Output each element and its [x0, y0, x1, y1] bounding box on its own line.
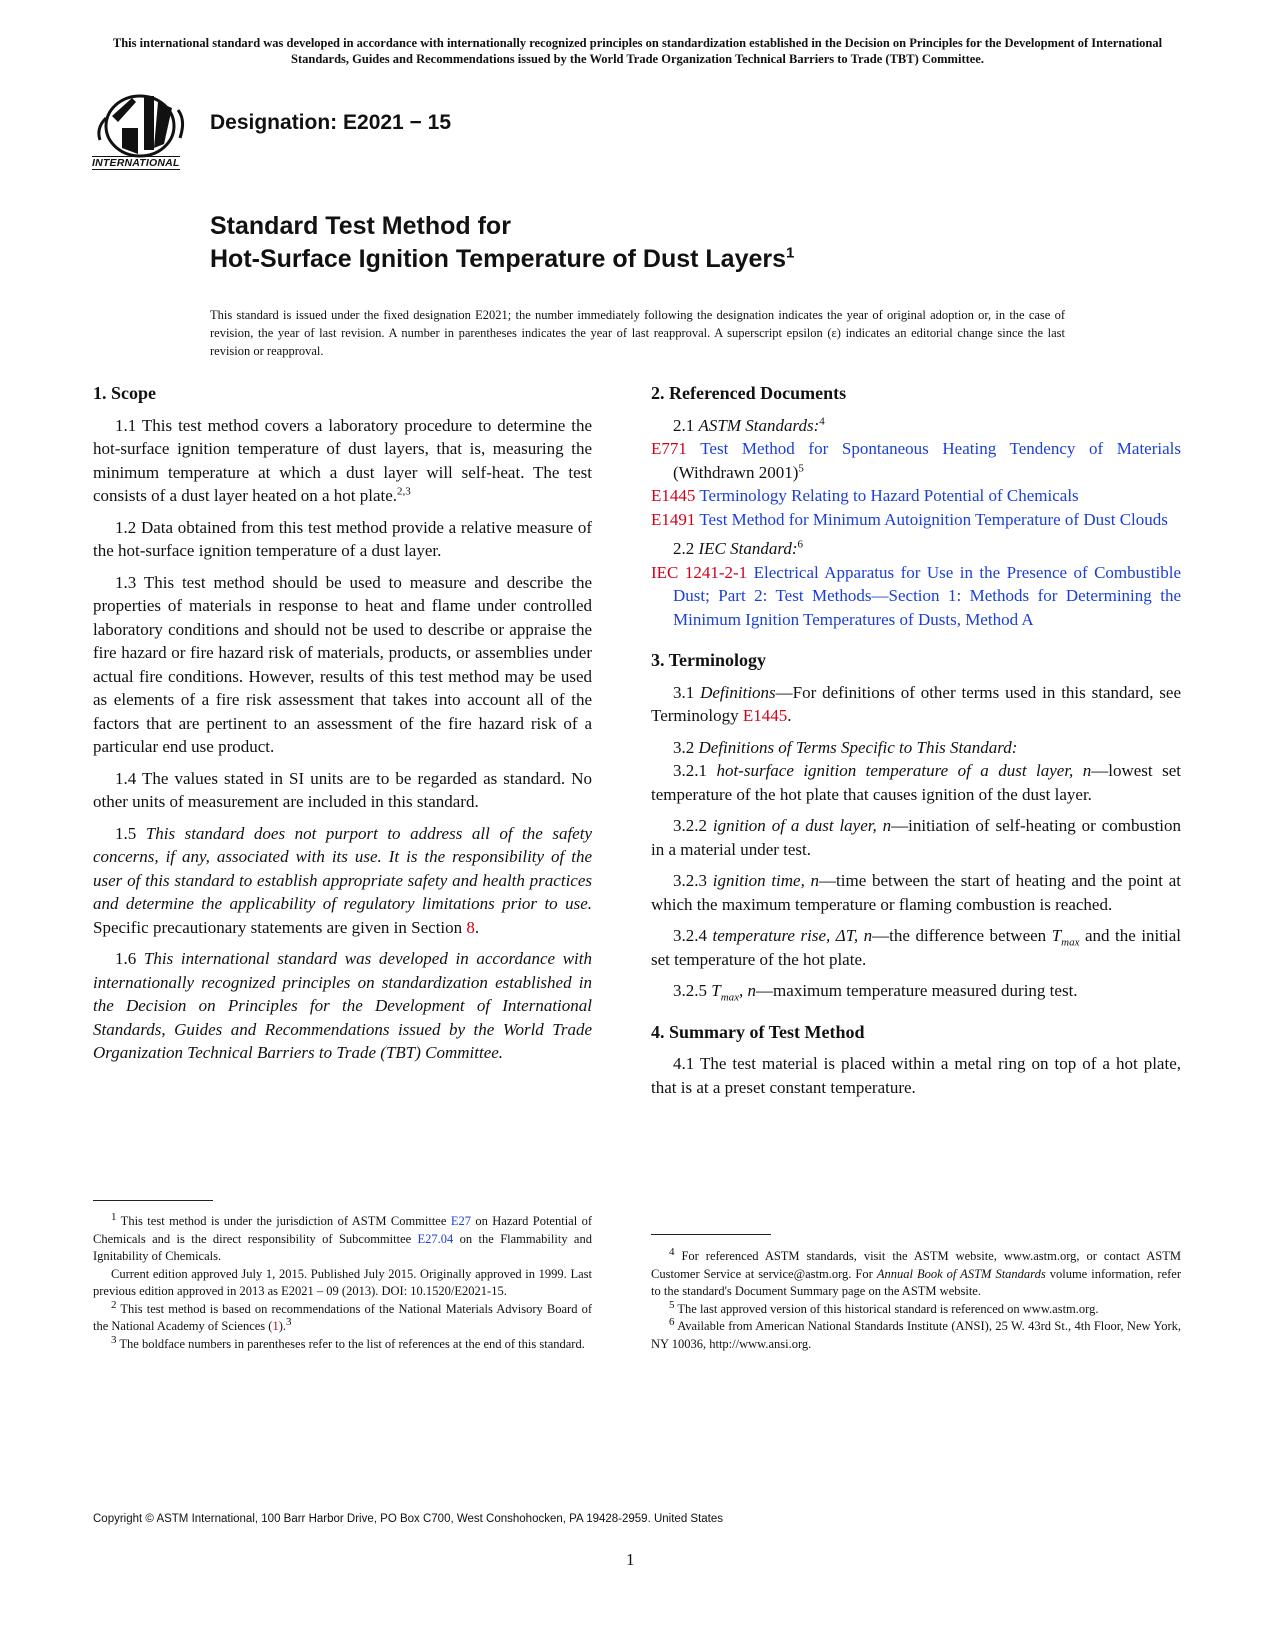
- para-3-2-5-tmax-sub: max: [720, 991, 740, 1004]
- para-1-3: 1.3 This test method should be used to measure and describe the properties of materials in response to heat and flame under controlled laboratory conditions and should not be used to describe or appraise the fire hazard or fire hazard risk of materials, products, or assemblies under actual fire conditions. However, results of this test method may be used as elements of a fire risk assessment that takes into account all of the factors that are pertinent to an assessment of the fire hazard risk of a particular end use product.: [93, 572, 592, 756]
- para-1-5-rest: Specific precautionary statements are given in Section: [93, 917, 467, 937]
- para-1-1-footnote: 2,3: [397, 485, 411, 498]
- footnote-2-num: 2: [111, 1298, 117, 1311]
- footnote-2-sup: 3: [286, 1315, 292, 1328]
- title-line-2-text: Hot-Surface Ignition Temperature of Dust Layers: [210, 245, 787, 273]
- e27-04-link[interactable]: E27.04: [417, 1231, 454, 1246]
- para-2-2-label: IEC Standard:: [698, 539, 798, 558]
- para-1-1: [93, 414, 592, 508]
- para-3-2-4-end: and the initial set temperature of the hot plate.: [651, 926, 1181, 969]
- designation: Designation: E2021 − 15: [210, 111, 452, 134]
- e771-title-link[interactable]: Test Method for Spontaneous Heating Tendency of Materials: [686, 439, 1181, 458]
- section-2-heading: 2. Referenced Documents: [651, 383, 847, 403]
- para-3-2-5-tmax-T: T: [711, 981, 721, 1000]
- ref-e1445: [651, 484, 1181, 508]
- para-1-5-end: .: [474, 917, 480, 937]
- section-8-link[interactable]: 8: [466, 917, 475, 937]
- footnote-1-text-a: This test method is under the jurisdiction of ASTM Committee: [116, 1214, 451, 1228]
- para-3-2-4: [651, 924, 1181, 971]
- para-3-1-text: —For definitions of other terms used in this standard, see Terminology: [651, 682, 1182, 725]
- e771-link[interactable]: E771: [651, 439, 687, 458]
- para-3-2-3-term: ignition time, n: [712, 871, 820, 890]
- right-footnote-rule: [651, 1234, 771, 1235]
- footnote-4: [651, 1245, 1181, 1301]
- para-3-2-5-n: , n: [739, 981, 757, 1000]
- ref-e771: [651, 437, 1181, 484]
- para-3-2-3-text: —time between the start of heating and the point at which the maximum temperature or flaming combustion is reached.: [651, 871, 1182, 914]
- para-3-2-label: Definitions of Terms Specific to This Standard:: [698, 737, 1018, 757]
- left-footnotes: [93, 1210, 593, 1353]
- para-2-2-footnote: 6: [797, 538, 804, 551]
- footnote-1-text-c: on the Flammability and Ignitability of Chemicals.: [93, 1231, 592, 1263]
- ref-e1491: [651, 508, 1181, 532]
- left-column: [93, 382, 592, 1073]
- para-1-2: 1.2 Data obtained from this test method provide a relative measure of the hot-surface ignition temperature of a dust layer.: [93, 517, 592, 560]
- para-1-6: [93, 947, 592, 1065]
- para-3-2-4-tmax-T: T: [1051, 926, 1062, 945]
- para-1-5-safety: This standard does not purport to address all of the safety concerns, if any, associated with its use. It is the responsibility of the user of this standard to establish appropriate safety and health practices and determine the applicability of regulatory limitations prior to use.: [93, 823, 592, 913]
- para-3-2-2-term: ignition of a dust layer, n: [712, 816, 892, 835]
- title-line-1: Standard Test Method for: [210, 212, 511, 240]
- para-1-5-num: 1.5: [115, 823, 146, 843]
- footnote-6-text: Available from American National Standards Institute (ANSI), 25 W. 43rd St., 4th Floor, New York, NY 10036, http://www.ansi.org.: [651, 1319, 1181, 1351]
- para-2-2-num: 2.2: [673, 539, 699, 558]
- para-3-2-num: 3.2: [673, 737, 699, 757]
- designation-intro: This standard is issued under the fixed designation E2021; the number immediately following the designation indicates the year of original adoption or, in the case of revision, the year of last revision. A number in parentheses indicates the year of last reapproval. A superscript epsilon (ε) indicates an editorial change since the last revision or reapproval.: [210, 308, 1065, 358]
- footnote-6-num: 6: [669, 1315, 675, 1328]
- footnote-6: [651, 1315, 1181, 1353]
- para-3-2-2-text: —initiation of self-heating or combustion in a material under test.: [651, 816, 1182, 859]
- e1445-title-link[interactable]: Terminology Relating to Hazard Potential of Chemicals: [695, 486, 1079, 505]
- astm-logo: [92, 88, 192, 178]
- para-1-5: [93, 822, 592, 940]
- e771-note: (Withdrawn 2001): [673, 462, 799, 482]
- para-2-1-num: 2.1: [673, 415, 699, 435]
- footnote-1-num: 1: [111, 1210, 117, 1223]
- ref-iec: [651, 561, 1181, 632]
- title-line-2: [210, 243, 794, 276]
- para-2-2: [651, 537, 1181, 561]
- e1445-term-link[interactable]: E1445: [742, 706, 788, 725]
- para-4-1: 4.1 The test material is placed within a metal ring on top of a hot plate, that is at a preset constant temperature.: [651, 1054, 1181, 1097]
- footnote-1: [93, 1210, 593, 1266]
- e771-footnote: 5: [798, 461, 804, 474]
- para-1-6-num: 1.6: [115, 949, 144, 968]
- footnote-4-text-a: For referenced ASTM standards, visit the ASTM website, www.astm.org, or contact ASTM Customer Service at service@astm.org. For: [651, 1249, 1181, 1281]
- e1491-link[interactable]: E1491: [651, 509, 696, 529]
- e27-link[interactable]: E27: [450, 1214, 471, 1228]
- para-2-1-footnote: 4: [819, 414, 825, 427]
- left-footnote-rule: [93, 1200, 213, 1201]
- footnote-4-italic: Annual Book of ASTM Standards: [876, 1266, 1046, 1281]
- para-3-2-4-tmax-sub: max: [1061, 936, 1080, 949]
- para-3-1-end: .: [787, 706, 792, 725]
- footnote-2: [93, 1298, 592, 1336]
- iec-link[interactable]: IEC 1241-2-1: [651, 562, 748, 582]
- para-3-2-1-text: —lowest set temperature of the hot plate that causes ignition of the dust layer.: [651, 761, 1181, 804]
- para-2-1-label: ASTM Standards:: [698, 415, 820, 435]
- footnote-5: [651, 1298, 1181, 1319]
- right-column: [651, 382, 1181, 1107]
- footnote-4-num: 4: [669, 1245, 675, 1258]
- para-3-2-4-term: temperature rise, ΔT, n: [712, 926, 873, 945]
- section-3-heading: 3. Terminology: [651, 650, 767, 670]
- iec-title-link[interactable]: Electrical Apparatus for Use in the Presence of Combustible Dust; Part 2: Test Methods—Section 1: Methods for Determining the Minimum Ignition Temperatures of Dusts, Method A: [673, 562, 1181, 629]
- para-3-2-2-num: 3.2.2: [673, 816, 713, 835]
- e1445-link[interactable]: E1445: [651, 486, 696, 505]
- para-3-2-5-num: 3.2.5: [673, 981, 712, 1000]
- para-3-2-4-num: 3.2.4: [673, 926, 713, 945]
- copyright-footer: Copyright © ASTM International, 100 Barr Harbor Drive, PO Box C700, West Conshohocken, PA 19428-2959. United States: [93, 1513, 724, 1525]
- para-3-2: [651, 736, 1181, 760]
- para-3-1-num: 3.1: [673, 682, 701, 702]
- reference-1-link[interactable]: 1: [272, 1319, 279, 1333]
- footnote-3-num: 3: [111, 1333, 117, 1346]
- footnote-5-text: The last approved version of this historical standard is referenced on www.astm.org.: [674, 1301, 1099, 1316]
- para-3-2-1-term: hot-surface ignition temperature of a dust layer, n: [716, 761, 1092, 780]
- para-3-2-5: [651, 979, 1181, 1003]
- para-1-4: 1.4 The values stated in SI units are to be regarded as standard. No other units of measurement are included in this standard.: [93, 768, 592, 811]
- para-1-6-text: This international standard was developed in accordance with internationally recognized principles on standardization established in the Decision on Principles for the Development of International Standards, Guides and Recommendations issued by the World Trade Organization Technical Barriers to Trade (TBT) Committee.: [93, 949, 592, 1062]
- e1491-title-link[interactable]: Test Method for Minimum Autoignition Temperature of Dust Clouds: [695, 509, 1168, 529]
- section-1-heading: 1. Scope: [93, 383, 156, 403]
- para-2-1: [651, 414, 1181, 438]
- para-3-2-3: [651, 869, 1181, 916]
- para-3-2-5-text: —maximum temperature measured during test.: [756, 981, 1078, 1000]
- para-3-2-2: [651, 814, 1181, 861]
- para-3-2-1-num: 3.2.1: [673, 761, 717, 780]
- right-footnotes: [651, 1245, 1181, 1353]
- logo-subtext: INTERNATIONAL: [92, 157, 180, 169]
- document-title: [210, 210, 794, 276]
- footnote-3-text: The boldface numbers in parentheses refer to the list of references at the end of this standard.: [116, 1336, 585, 1351]
- footnote-1-edition: Current edition approved July 1, 2015. Published July 2015. Originally approved in 1999. Last previous edition approved in 2013 as E2021 – 09 (2013). DOI: 10.1520/E2021-15.: [93, 1266, 592, 1298]
- section-4-heading: 4. Summary of Test Method: [651, 1021, 865, 1042]
- footnote-2-text-b: ).: [278, 1319, 286, 1333]
- para-3-1-label: Definitions: [700, 682, 776, 702]
- footnote-1-text-b: on Hazard Potential of Chemicals and is the direct responsibility of Subcommittee: [93, 1214, 593, 1246]
- para-3-2-1: [651, 759, 1181, 806]
- footnote-5-num: 5: [669, 1298, 675, 1311]
- footnote-4-text-b: volume information, refer to the standard's Document Summary page on the ASTM website.: [651, 1266, 1181, 1298]
- title-footnote-mark: 1: [786, 244, 795, 262]
- para-3-2-4-text: —the difference between: [872, 926, 1052, 945]
- footnote-2-text-a: This test method is based on recommendations of the National Materials Advisory Board of the National Academy of Sciences (: [93, 1301, 592, 1333]
- wto-notice: This international standard was developed in accordance with internationally recognized principles on standardization established in the Decision on Principles for the Development of International Standards, Guides and Recommendations issued by the World Trade Organization Technical Barriers to Trade (TBT) Committee.: [112, 36, 1163, 66]
- para-3-1: [651, 681, 1181, 728]
- para-1-1-text: 1.1 This test method covers a laboratory procedure to determine the hot-surface ignition temperature of dust layers, that is, measuring the minimum temperature at which a dust layer will self-heat. The test consists of a dust layer heated on a hot plate.: [93, 415, 592, 505]
- para-3-2-3-num: 3.2.3: [673, 871, 713, 890]
- page-number: 1: [626, 1550, 635, 1569]
- footnote-3: [93, 1333, 592, 1354]
